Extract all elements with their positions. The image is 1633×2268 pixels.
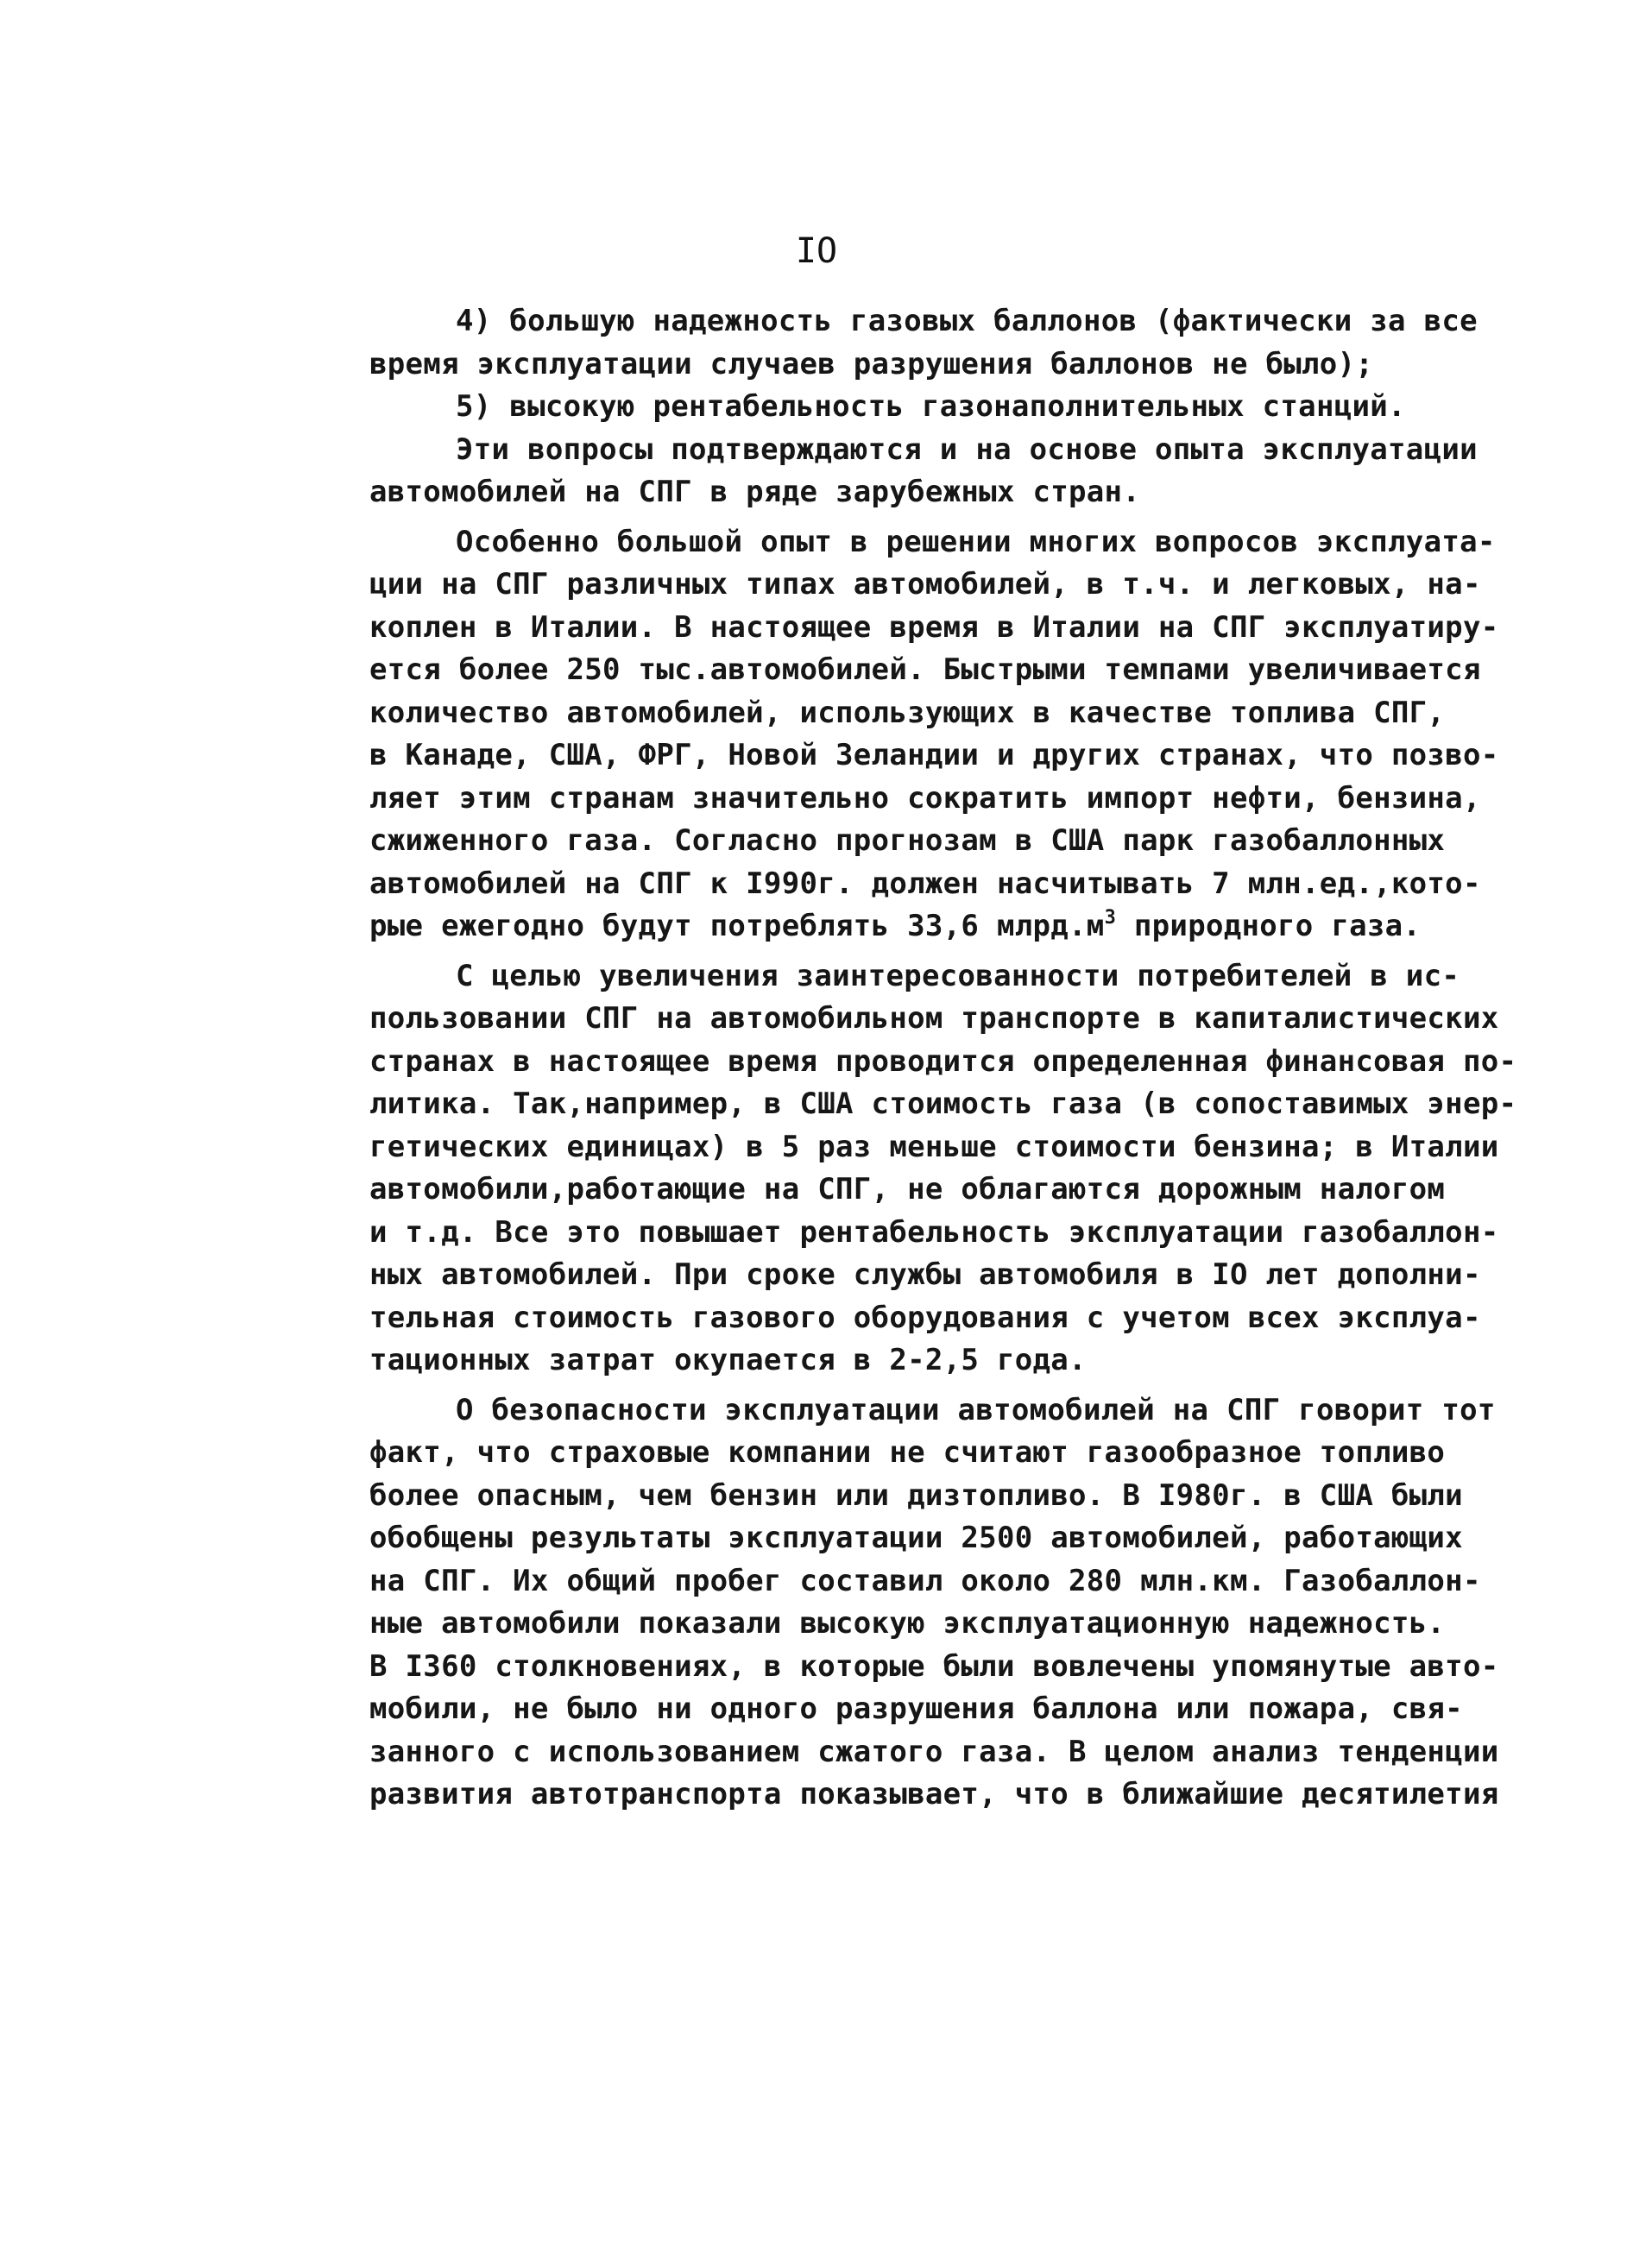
text-line-with-superscript — [369, 905, 1483, 948]
text-line: О безопасности эксплуатации автомобилей на СПГ говорит тот — [456, 1392, 1496, 1427]
body-text — [369, 300, 1517, 1817]
text-line: и т.д. Все это повышает рентабельность эксплуатации газобаллон- — [369, 1214, 1499, 1250]
text-line: сжиженного газа. Согласно прогнозам в США парк газобаллонных — [369, 823, 1446, 858]
text-line: Эти вопросы подтверждаются и на основе опыта эксплуатации — [456, 432, 1478, 467]
text-line: пользовании СПГ на автомобильном транспорте в капиталистических — [369, 1001, 1499, 1036]
text-line: литика. Так,например, в США стоимость газа (в сопоставимых энер- — [369, 1087, 1517, 1121]
text-line: количество автомобилей, использующих в качестве топлива СПГ, — [369, 695, 1446, 730]
text-line: ется более 250 тыс.автомобилей. Быстрыми темпами увеличивается — [369, 652, 1481, 687]
text-line: ции на СПГ различных типах автомобилей, в т.ч. и легковых, на- — [369, 567, 1481, 602]
text-line: тельная стоимость газового оборудования с учетом всех эксплуа- — [369, 1300, 1481, 1335]
text-line: гетических единицах) в 5 раз меньше стоимости бензина; в Италии — [369, 1129, 1499, 1164]
text-line: мобили, не было ни одного разрушения баллона или пожара, свя- — [369, 1692, 1463, 1726]
text-line: автомобили,работающие на СПГ, не облагаются дорожным налогом — [369, 1172, 1446, 1206]
text-line: С целью увеличения заинтересованности потребителей в ис- — [456, 958, 1460, 993]
page-number: IO — [795, 231, 838, 271]
text-fragment: рые ежегодно будут потреблять 33,6 млрд.м — [369, 909, 1105, 943]
text-line: ных автомобилей. При сроке службы автомобиля в IO лет дополни- — [369, 1257, 1481, 1292]
text-line: развития автотранспорта показывает, что в ближайшие десятилетия — [369, 1777, 1499, 1811]
text-line: 4) большую надежность газовых баллонов (фактически за все — [456, 304, 1478, 338]
superscript: 3 — [1104, 907, 1117, 929]
text-line: занного с использованием сжатого газа. В целом анализ тенденции — [369, 1734, 1499, 1769]
text-line: тационных затрат окупается в 2-2,5 года. — [369, 1343, 1087, 1377]
text-line: В I360 столкновениях, в которые были вовлечены упомянутые авто- — [369, 1648, 1499, 1684]
text-line: коплен в Италии. В настоящее время в Италии на СПГ эксплуатиру- — [369, 609, 1499, 645]
text-line: факт, что страховые компании не считают газообразное топливо — [369, 1435, 1446, 1470]
text-line: в Канаде, США, ФРГ, Новой Зеландии и других странах, что позво- — [369, 738, 1499, 772]
text-line: время эксплуатации случаев разрушения баллонов не было); — [369, 346, 1374, 381]
text-line: странах в настоящее время проводится определенная финансовая по- — [369, 1043, 1517, 1079]
text-line: Особенно большой опыт в решении многих вопросов эксплуата- — [456, 524, 1496, 559]
text-line: 5) высокую рентабельность газонаполнительных станций. — [456, 389, 1406, 424]
text-line: обобщены результаты эксплуатации 2500 автомобилей, работающих — [369, 1521, 1463, 1555]
text-line: ные автомобили показали высокую эксплуатационную надежность. — [369, 1606, 1446, 1641]
text-line: автомобилей на СПГ в ряде зарубежных стран. — [369, 475, 1141, 509]
text-line: на СПГ. Их общий пробег составил около 280 млн.км. Газобаллон- — [369, 1563, 1481, 1598]
text-line: автомобилей на СПГ к I990г. должен насчитывать 7 млн.ед.,кото- — [369, 866, 1481, 901]
text-fragment: природного газа. — [1116, 909, 1422, 943]
text-line: более опасным, чем бензин или дизтопливо. В I980г. в США были — [369, 1477, 1463, 1513]
text-line: ляет этим странам значительно сократить импорт нефти, бензина, — [369, 780, 1481, 816]
